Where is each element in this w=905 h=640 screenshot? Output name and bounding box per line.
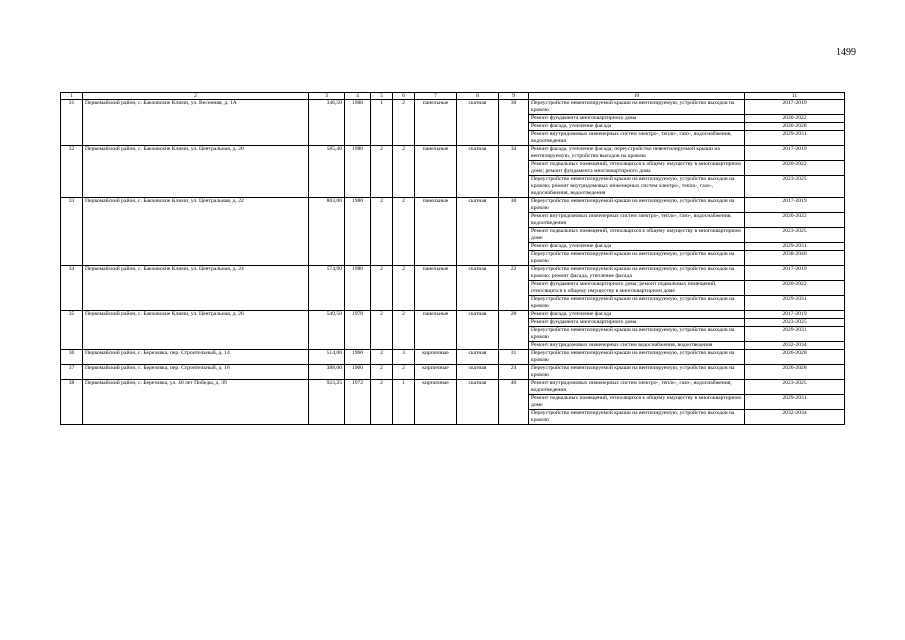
- table-row: [61, 311, 845, 319]
- repair-period-cell: 2029-2031: [745, 296, 845, 311]
- column-number-header: 3: [309, 93, 345, 100]
- address-cell: Первомайский район, с. Бакчовские Ключи, ул. Центральная, д. 26: [83, 311, 309, 350]
- table-row: [61, 380, 845, 395]
- repair-period-cell: 2017-2019: [745, 146, 845, 161]
- walls-material-cell: кирпичные: [415, 350, 457, 365]
- repair-work-cell: Ремонт фундамента многоквартирного дома; ремонт подвальных помещений, относящихся к общему имуществу в многоквартирном доме: [529, 281, 745, 296]
- column-number-header: 10: [529, 93, 745, 100]
- row-number-cell: 33: [61, 198, 83, 266]
- repair-period-cell: 2029-2031: [745, 395, 845, 410]
- address-cell: Первомайский район, с. Бакчовские Ключи, ул. Центральная, д. 20: [83, 146, 309, 198]
- roof-type-cell: скатная: [457, 198, 499, 266]
- repair-work-cell: Ремонт подвальных помещений, относящихся к общему имуществу в многоквартирном доме: [529, 395, 745, 410]
- repair-period-cell: 2020-2022: [745, 115, 845, 123]
- year-cell: 1980: [345, 266, 371, 311]
- entrances-cell: 2: [393, 311, 415, 350]
- repair-work-cell: Ремонт фасада, утепление фасада; переустройство невентилируемой крыши на вентилируемую, устройство выходов на кровлю: [529, 146, 745, 161]
- table-row: [61, 100, 845, 115]
- floors-cell: 2: [371, 380, 393, 425]
- repair-period-cell: 2032-2034: [745, 342, 845, 350]
- repair-work-cell: Переустройство невентилируемой крыши на вентилируемую, устройство выходов на кровлю: [529, 100, 745, 115]
- year-cell: 1980: [345, 146, 371, 198]
- apartments-cell: 30: [499, 198, 529, 266]
- area-cell: 803,00: [309, 198, 345, 266]
- row-number-cell: 38: [61, 380, 83, 425]
- repair-work-cell: Ремонт фундамента многоквартирного дома: [529, 115, 745, 123]
- column-number-header: 2: [83, 93, 309, 100]
- entrances-cell: 2: [393, 266, 415, 311]
- year-cell: 1972: [345, 380, 371, 425]
- floors-cell: 2: [371, 311, 393, 350]
- repair-work-cell: Переустройство невентилируемой крыши на вентилируемую, устройство выходов на кровлю; ремонт фасада, утепление фасада: [529, 266, 745, 281]
- repair-work-cell: Переустройство невентилируемой крыши на вентилируемую, устройство выходов на кровлю: [529, 296, 745, 311]
- column-number-row: [61, 93, 845, 100]
- repair-work-cell: Ремонт фасада, утепление фасада: [529, 243, 745, 251]
- repair-period-cell: 2026-2028: [745, 365, 845, 380]
- walls-material-cell: кирпичные: [415, 380, 457, 425]
- column-number-header: 8: [457, 93, 499, 100]
- repair-period-cell: 2029-2031: [745, 327, 845, 342]
- area-cell: 585,40: [309, 146, 345, 198]
- row-number-cell: 34: [61, 266, 83, 311]
- repair-period-cell: 2032-2034: [745, 410, 845, 425]
- address-cell: Первомайский район, с. Березовка, ул. 40 лет Победы, д. 39: [83, 380, 309, 425]
- area-cell: 549,50: [309, 311, 345, 350]
- year-cell: 1960: [345, 350, 371, 365]
- row-number-cell: 32: [61, 146, 83, 198]
- repair-period-cell: 2026-2028: [745, 350, 845, 365]
- repair-work-cell: Переустройство невентилируемой крыши на вентилируемую, устройство выходов на кровлю: [529, 251, 745, 266]
- column-number-header: 11: [745, 93, 845, 100]
- repair-work-cell: Переустройство невентилируемой крыши на вентилируемую, устройство выходов на кровлю: [529, 365, 745, 380]
- repair-period-cell: 2020-2022: [745, 213, 845, 228]
- apartments-cell: 30: [499, 100, 529, 146]
- year-cell: 1980: [345, 100, 371, 146]
- floors-cell: 1: [371, 100, 393, 146]
- roof-type-cell: скатная: [457, 311, 499, 350]
- repair-work-cell: Ремонт подвальных помещений, относящихся к общему имуществу в многоквартирном доме: [529, 228, 745, 243]
- address-cell: Первомайский район, с. Березовка, пер. Строительный, д. 14: [83, 350, 309, 365]
- table-body: [61, 100, 845, 425]
- column-number-header: 1: [61, 93, 83, 100]
- repair-work-cell: Ремонт внутридомовых инженерных систем электро-, тепло-, газо-, водоснабжения, водоотведения: [529, 213, 745, 228]
- roof-type-cell: скатная: [457, 266, 499, 311]
- apartments-cell: 40: [499, 380, 529, 425]
- area-cell: 514,00: [309, 350, 345, 365]
- year-cell: 1980: [345, 198, 371, 266]
- table-row: [61, 198, 845, 213]
- entrances-cell: 2: [393, 365, 415, 380]
- repair-work-cell: Переустройство невентилируемой крыши на вентилируемую, устройство выходов на кровлю: [529, 410, 745, 425]
- repair-work-cell: Переустройство невентилируемой крыши на вентилируемую, устройство выходов на кровлю; ремонт внутридомовых инженерных систем электро-, тепло-, газо-, водоснабжения, водоотведения: [529, 176, 745, 198]
- repair-period-cell: 2023-2025: [745, 228, 845, 243]
- address-cell: Первомайский район, с. Бакчовские Ключи, ул. Центральная, д. 22: [83, 198, 309, 266]
- roof-type-cell: скатная: [457, 365, 499, 380]
- walls-material-cell: панельные: [415, 266, 457, 311]
- repair-period-cell: 2038-2040: [745, 251, 845, 266]
- repair-period-cell: 2023-2025: [745, 380, 845, 395]
- apartments-cell: 31: [499, 350, 529, 365]
- floors-cell: 2: [371, 146, 393, 198]
- row-number-cell: 35: [61, 311, 83, 350]
- column-number-header: 4: [345, 93, 371, 100]
- table-row: [61, 350, 845, 365]
- repair-period-cell: 2023-2025: [745, 319, 845, 327]
- repair-period-cell: 2023-2025: [745, 176, 845, 198]
- repair-period-cell: 2017-2019: [745, 100, 845, 115]
- repair-period-cell: 2020-2022: [745, 161, 845, 176]
- repair-period-cell: 2017-2019: [745, 266, 845, 281]
- table-row: [61, 365, 845, 380]
- repair-work-cell: Ремонт фасада, утепление фасада: [529, 123, 745, 131]
- walls-material-cell: панельные: [415, 146, 457, 198]
- address-cell: Первомайский район, с. Березовка, пер. Строительный, д. 16: [83, 365, 309, 380]
- walls-material-cell: кирпичные: [415, 365, 457, 380]
- apartments-cell: 28: [499, 311, 529, 350]
- repair-work-cell: Переустройство невентилируемой крыши на вентилируемую, устройство выходов на кровлю: [529, 198, 745, 213]
- apartments-cell: 22: [499, 266, 529, 311]
- walls-material-cell: панельные: [415, 311, 457, 350]
- repair-period-cell: 2017-2019: [745, 311, 845, 319]
- repair-work-cell: Ремонт подвальных помещений, относящихся к общему имуществу в многоквартирном доме; ремонт фундамента многоквартирного дома: [529, 161, 745, 176]
- entrances-cell: 3: [393, 350, 415, 365]
- repair-period-cell: 2020-2022: [745, 281, 845, 296]
- repair-work-cell: Переустройство невентилируемой крыши на вентилируемую, устройство выходов на кровлю: [529, 350, 745, 365]
- roof-type-cell: скатная: [457, 350, 499, 365]
- area-cell: 346,50: [309, 100, 345, 146]
- row-number-cell: 31: [61, 100, 83, 146]
- roof-type-cell: скатная: [457, 146, 499, 198]
- column-number-header: 7: [415, 93, 457, 100]
- area-cell: 388,00: [309, 365, 345, 380]
- area-cell: 923,25: [309, 380, 345, 425]
- repair-work-cell: Ремонт внутридомовых инженерных систем водоснабжения, водоотведения: [529, 342, 745, 350]
- floors-cell: 2: [371, 198, 393, 266]
- page-number: 1499: [836, 47, 856, 58]
- entrances-cell: 2: [393, 100, 415, 146]
- address-cell: Первомайский район, с. Бакчовские Ключи, ул. Центральная, д. 24: [83, 266, 309, 311]
- column-number-header: 9: [499, 93, 529, 100]
- repair-work-cell: Ремонт фундамента многоквартирного дома: [529, 319, 745, 327]
- walls-material-cell: панельные: [415, 100, 457, 146]
- roof-type-cell: скатная: [457, 100, 499, 146]
- row-number-cell: 36: [61, 350, 83, 365]
- apartments-cell: 34: [499, 146, 529, 198]
- row-number-cell: 37: [61, 365, 83, 380]
- repair-work-cell: Ремонт внутридомовых инженерных систем электро-, тепло-, газо-, водоснабжения, водоотведения: [529, 131, 745, 146]
- repair-period-cell: 2029-2031: [745, 243, 845, 251]
- floors-cell: 2: [371, 266, 393, 311]
- apartments-cell: 24: [499, 365, 529, 380]
- entrances-cell: 2: [393, 198, 415, 266]
- repair-period-cell: 2026-2028: [745, 123, 845, 131]
- capital-repair-table: [60, 92, 845, 425]
- area-cell: 574,90: [309, 266, 345, 311]
- repair-period-cell: 2017-2019: [745, 198, 845, 213]
- table-row: [61, 146, 845, 161]
- column-number-header: 5: [371, 93, 393, 100]
- address-cell: Первомайский район, с. Бакчовские Ключи, ул. Весенняя, д. 1А: [83, 100, 309, 146]
- repair-work-cell: Переустройство невентилируемой крыши на вентилируемую, устройство выходов на кровлю: [529, 327, 745, 342]
- floors-cell: 2: [371, 350, 393, 365]
- table-row: [61, 266, 845, 281]
- year-cell: 1960: [345, 365, 371, 380]
- repair-period-cell: 2029-2031: [745, 131, 845, 146]
- entrances-cell: 1: [393, 380, 415, 425]
- column-number-header: 6: [393, 93, 415, 100]
- walls-material-cell: панельные: [415, 198, 457, 266]
- floors-cell: 2: [371, 365, 393, 380]
- roof-type-cell: скатная: [457, 380, 499, 425]
- year-cell: 1978: [345, 311, 371, 350]
- repair-work-cell: Ремонт внутридомовых инженерных систем электро-, тепло-, газо-, водоснабжения, водоотведения: [529, 380, 745, 395]
- repair-work-cell: Ремонт фасада, утепление фасада: [529, 311, 745, 319]
- entrances-cell: 2: [393, 146, 415, 198]
